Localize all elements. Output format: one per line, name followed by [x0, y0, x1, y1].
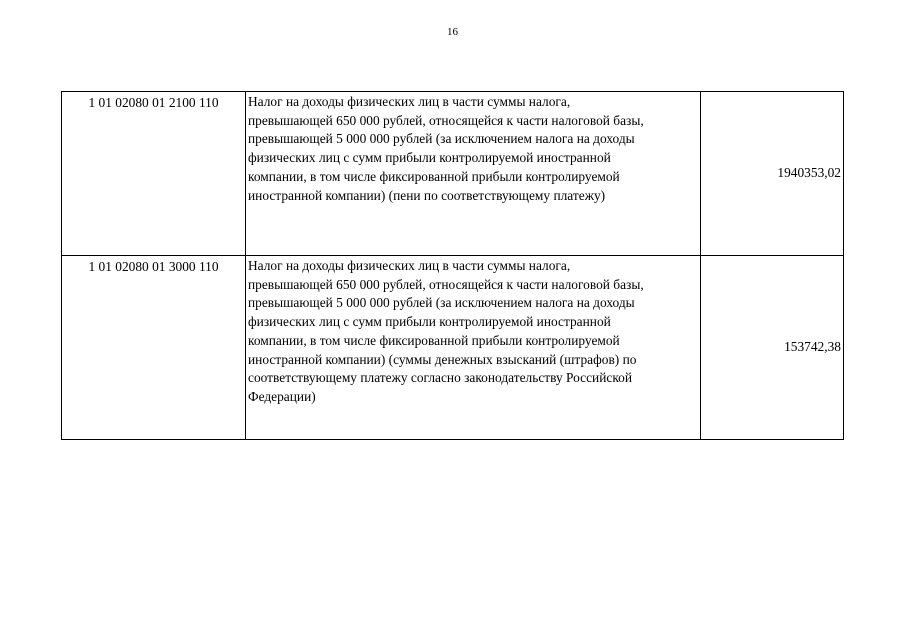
description-line: превышающей 5 000 000 рублей (за исключением налога на доходы	[248, 131, 635, 147]
description-line: иностранной компании) (суммы денежных взысканий (штрафов) по	[248, 351, 637, 367]
description-line: превышающей 650 000 рублей, относящейся к части налоговой базы,	[248, 112, 644, 128]
description-line: компании, в том числе фиксированной прибыли контролируемой	[248, 168, 620, 184]
description-line: физических лиц с сумм прибыли контролируемой иностранной	[248, 150, 611, 166]
description-cell	[246, 92, 701, 256]
table-row	[62, 92, 844, 256]
description-line: иностранной компании) (пени по соответствующему платежу)	[248, 187, 606, 203]
description-line: Налог на доходы физических лиц в части суммы налога,	[248, 94, 571, 109]
description-line: превышающей 650 000 рублей, относящейся к части налоговой базы,	[248, 276, 644, 292]
budget-code-cell: 1 01 02080 01 3000 110	[62, 256, 246, 440]
description-line: физических лиц с сумм прибыли контролируемой иностранной	[248, 314, 611, 330]
description-line: компании, в том числе фиксированной прибыли контролируемой	[248, 332, 620, 348]
budget-classification-table	[61, 91, 844, 440]
description-line: превышающей 5 000 000 рублей (за исключением налога на доходы	[248, 295, 635, 311]
page-number: 16	[447, 26, 458, 38]
amount-cell: 1940353,02	[701, 92, 844, 256]
description-cell	[246, 256, 701, 440]
description-line: Налог на доходы физических лиц в части суммы налога,	[248, 258, 571, 273]
description-line: соответствующему платежу согласно законодательству Российской	[248, 370, 633, 386]
amount-cell: 153742,38	[701, 256, 844, 440]
table-row	[62, 256, 844, 440]
description-line: Федерации)	[248, 388, 316, 404]
budget-code-cell: 1 01 02080 01 2100 110	[62, 92, 246, 256]
